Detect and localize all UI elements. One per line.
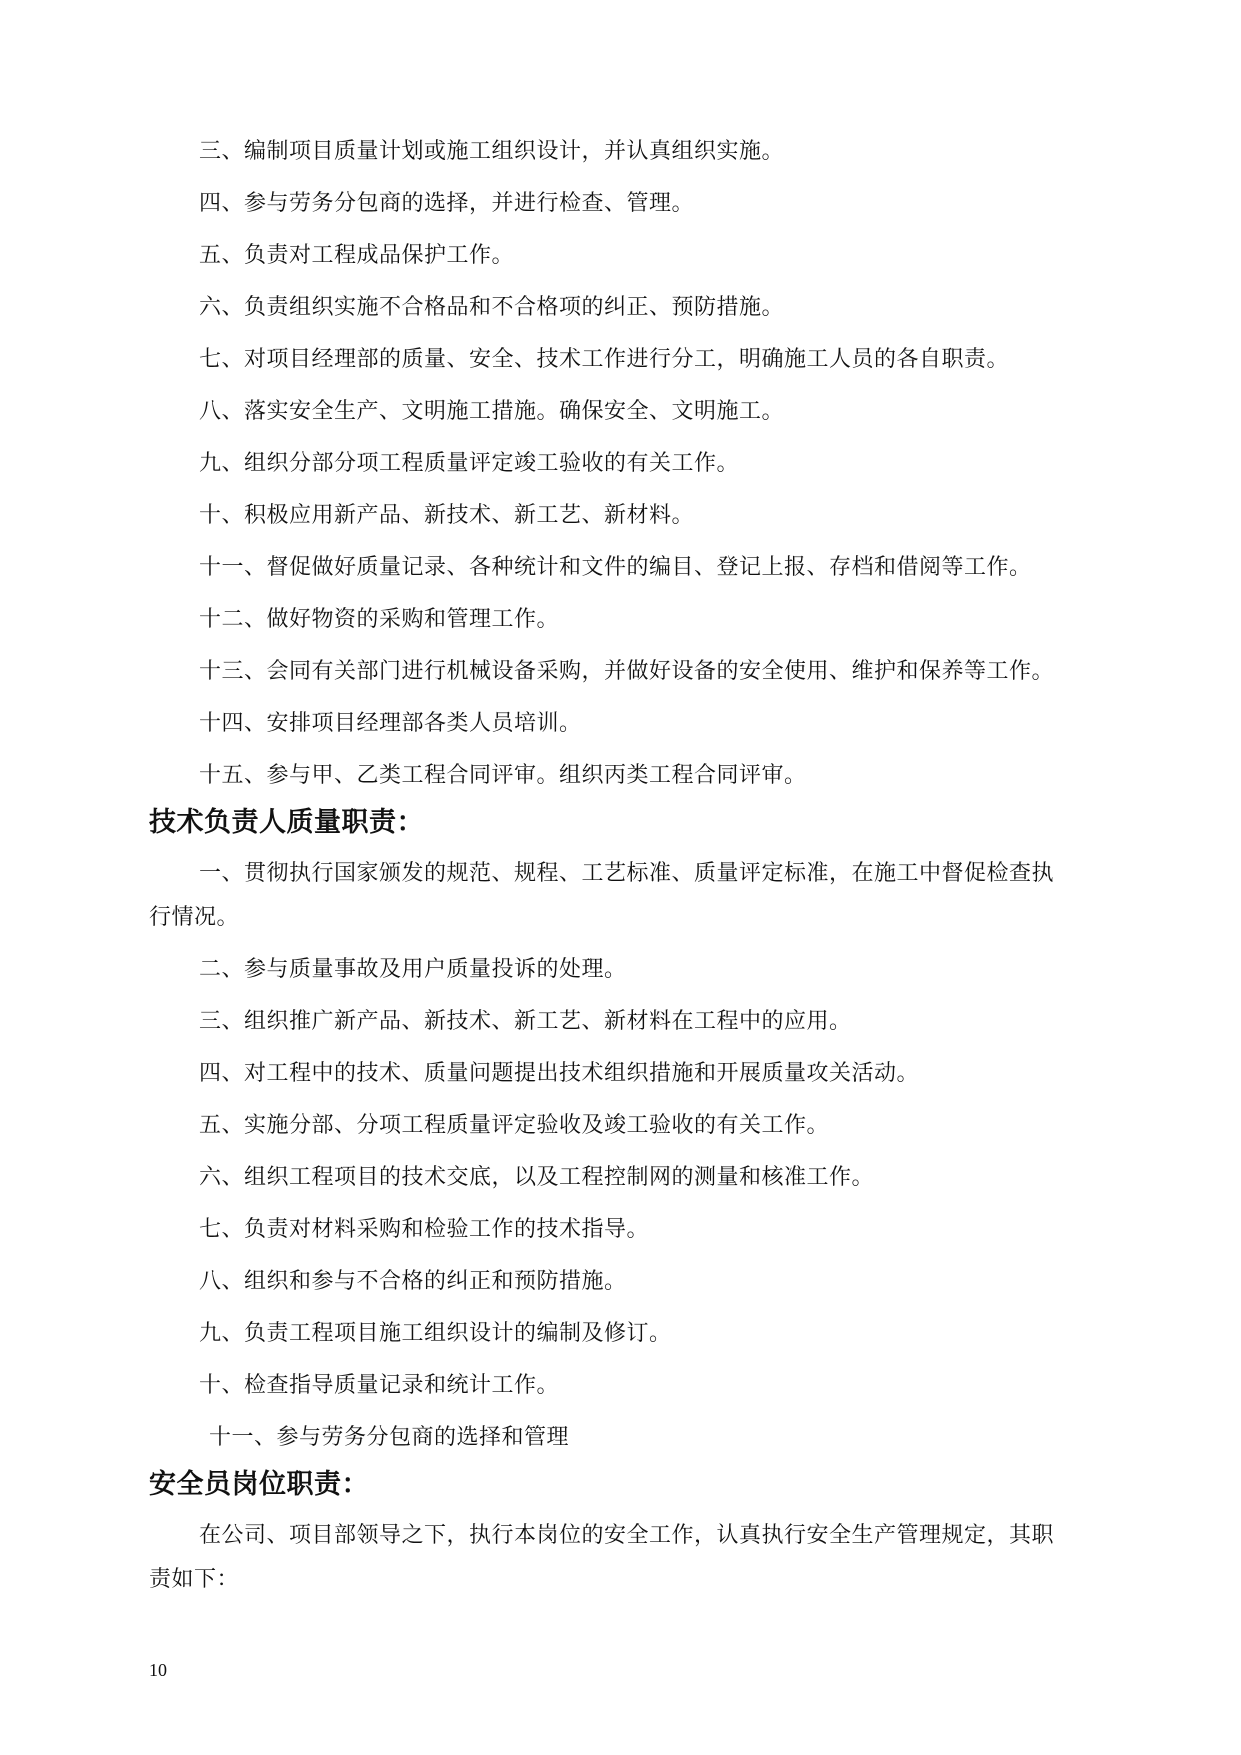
list-item: 十、检查指导质量记录和统计工作。 <box>199 1373 560 1398</box>
list-item: 十、积极应用新产品、新技术、新工艺、新材料。 <box>199 503 695 528</box>
list-item: 二、参与质量事故及用户质量投诉的处理。 <box>199 957 627 982</box>
list-item: 五、实施分部、分项工程质量评定验收及竣工验收的有关工作。 <box>199 1113 830 1138</box>
list-item: 十四、安排项目经理部各类人员培训。 <box>199 711 582 736</box>
list-item: 八、组织和参与不合格的纠正和预防措施。 <box>199 1269 627 1294</box>
list-item: 九、负责工程项目施工组织设计的编制及修订。 <box>199 1321 672 1346</box>
list-item: 五、负责对工程成品保护工作。 <box>199 243 515 268</box>
list-item-continuation: 行情况。 <box>149 905 240 930</box>
list-item: 四、参与劳务分包商的选择，并进行检查、管理。 <box>199 191 695 216</box>
list-item: 十五、参与甲、乙类工程合同评审。组织丙类工程合同评审。 <box>199 763 807 788</box>
intro-line: 在公司、项目部领导之下，执行本岗位的安全工作，认真执行安全生产管理规定，其职 <box>199 1523 1055 1548</box>
list-item: 十一、督促做好质量记录、各种统计和文件的编目、登记上报、存档和借阅等工作。 <box>199 555 1032 580</box>
list-item: 七、负责对材料采购和检验工作的技术指导。 <box>199 1217 650 1242</box>
list-item: 十二、做好物资的采购和管理工作。 <box>199 607 560 632</box>
list-item: 七、对项目经理部的质量、安全、技术工作进行分工，明确施工人员的各自职责。 <box>199 347 1010 372</box>
intro-line-continuation: 责如下： <box>149 1567 240 1592</box>
list-item: 九、组织分部分项工程质量评定竣工验收的有关工作。 <box>199 451 740 476</box>
safety-officer-intro <box>149 1522 1149 1594</box>
list-item: 三、组织推广新产品、新技术、新工艺、新材料在工程中的应用。 <box>199 1009 852 1034</box>
technical-lead-heading: 技术负责人质量职责： <box>149 807 424 838</box>
list-item: 八、落实安全生产、文明施工措施。确保安全、文明施工。 <box>199 399 785 424</box>
list-item: 六、组织工程项目的技术交底，以及工程控制网的测量和核准工作。 <box>199 1165 875 1190</box>
list-item: 六、负责组织实施不合格品和不合格项的纠正、预防措施。 <box>199 295 785 320</box>
page-number: 10 <box>149 1660 167 1680</box>
page-content <box>149 138 1149 1618</box>
list-item: 十一、参与劳务分包商的选择和管理 <box>209 1425 570 1450</box>
list-item: 十三、会同有关部门进行机械设备采购，并做好设备的安全使用、维护和保养等工作。 <box>199 659 1055 684</box>
list-item: 四、对工程中的技术、质量问题提出技术组织措施和开展质量攻关活动。 <box>199 1061 920 1086</box>
list-item: 三、编制项目质量计划或施工组织设计，并认真组织实施。 <box>199 139 785 164</box>
safety-officer-heading: 安全员岗位职责： <box>149 1469 369 1500</box>
project-manager-duties-list <box>149 138 1149 790</box>
technical-lead-duties-list <box>149 860 1149 1452</box>
list-item: 一、贯彻执行国家颁发的规范、规程、工艺标准、质量评定标准，在施工中督促检查执 <box>199 861 1055 886</box>
